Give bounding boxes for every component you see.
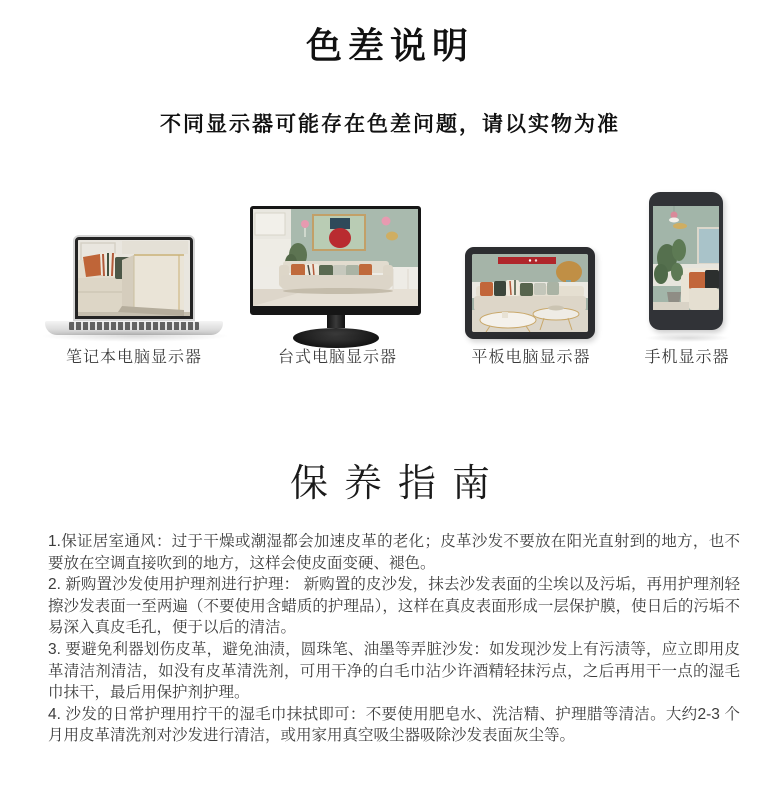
tablet-sofa-scene <box>472 254 588 332</box>
phone-illustration <box>649 192 723 330</box>
laptop-sofa-scene <box>78 240 190 316</box>
care-item-1: 1.保证居室通风：过于干燥或潮湿都会加速皮革的老化；皮革沙发不要放在阳光直射到的地方，也不要放在空调直接吹到的地方，这样会使皮面变硬、褪色。 <box>48 533 740 572</box>
laptop-caption: 笔记本电脑显示器 <box>65 349 202 366</box>
color-difference-subtitle: 不同显示器可能存在色差问题，请以实物为准 <box>160 113 620 136</box>
phone-sofa-scene <box>653 206 719 310</box>
tablet-shadow <box>470 334 595 342</box>
tablet-caption: 平板电脑显示器 <box>471 349 591 366</box>
monitor-screen <box>250 206 421 315</box>
monitor-livingroom-scene <box>253 209 418 306</box>
phone-home-button <box>681 315 692 326</box>
laptop-screen <box>75 237 193 319</box>
phone-screen <box>649 192 723 330</box>
care-item-4: 4. 沙发的日常护理用拧干的湿毛巾抹拭即可：不要使用肥皂水、洗洁精、护理腊等清洁。大约2-3 个月用皮革清洗剂对沙发进行清洁，或用家用真空吸尘器吸除沙发表面灰尘等。 <box>48 705 740 745</box>
laptop-shadow <box>40 330 230 342</box>
tablet-camera-icon <box>467 290 470 293</box>
monitor-brand-logo <box>326 311 346 313</box>
care-guide-text <box>48 531 740 747</box>
color-difference-title: 色差说明 <box>305 25 474 66</box>
tablet-screen <box>465 247 595 339</box>
care-item-2: 2. 新购置沙发使用护理剂进行护理： 新购置的皮沙发，抹去沙发表面的尘埃以及污垢，再用护理剂轻擦沙发表面一至两遍（不要使用含蜡质的护理品），这样在真皮表面形成一层保护膜，使日后的污垢不易深入真皮毛孔，便于以后的清洁。 <box>48 576 740 637</box>
phone-speaker-icon <box>679 197 693 199</box>
desktop-monitor-illustration <box>250 206 421 348</box>
monitor-stand-neck <box>327 315 345 328</box>
monitor-caption: 台式电脑显示器 <box>277 349 397 366</box>
laptop-keyboard <box>69 322 199 330</box>
laptop-illustration <box>45 237 223 335</box>
monitor-shadow <box>300 332 380 340</box>
phone-caption: 手机显示器 <box>644 349 730 366</box>
care-item-3: 3. 要避免利器划伤皮革，避免油渍，圆珠笔、油墨等弄脏沙发：如发现沙发上有污渍等，应立即用皮革清洁剂清洁，如没有皮革清洗剂，可用干净的白毛巾沾少许酒精轻抹污点，之后再用干一点的湿毛巾抹干，最后用保护剂护理。 <box>48 640 740 702</box>
phone-shadow <box>645 334 730 342</box>
care-guide-title: 保养指南 <box>289 463 506 505</box>
tablet-illustration <box>465 247 597 339</box>
